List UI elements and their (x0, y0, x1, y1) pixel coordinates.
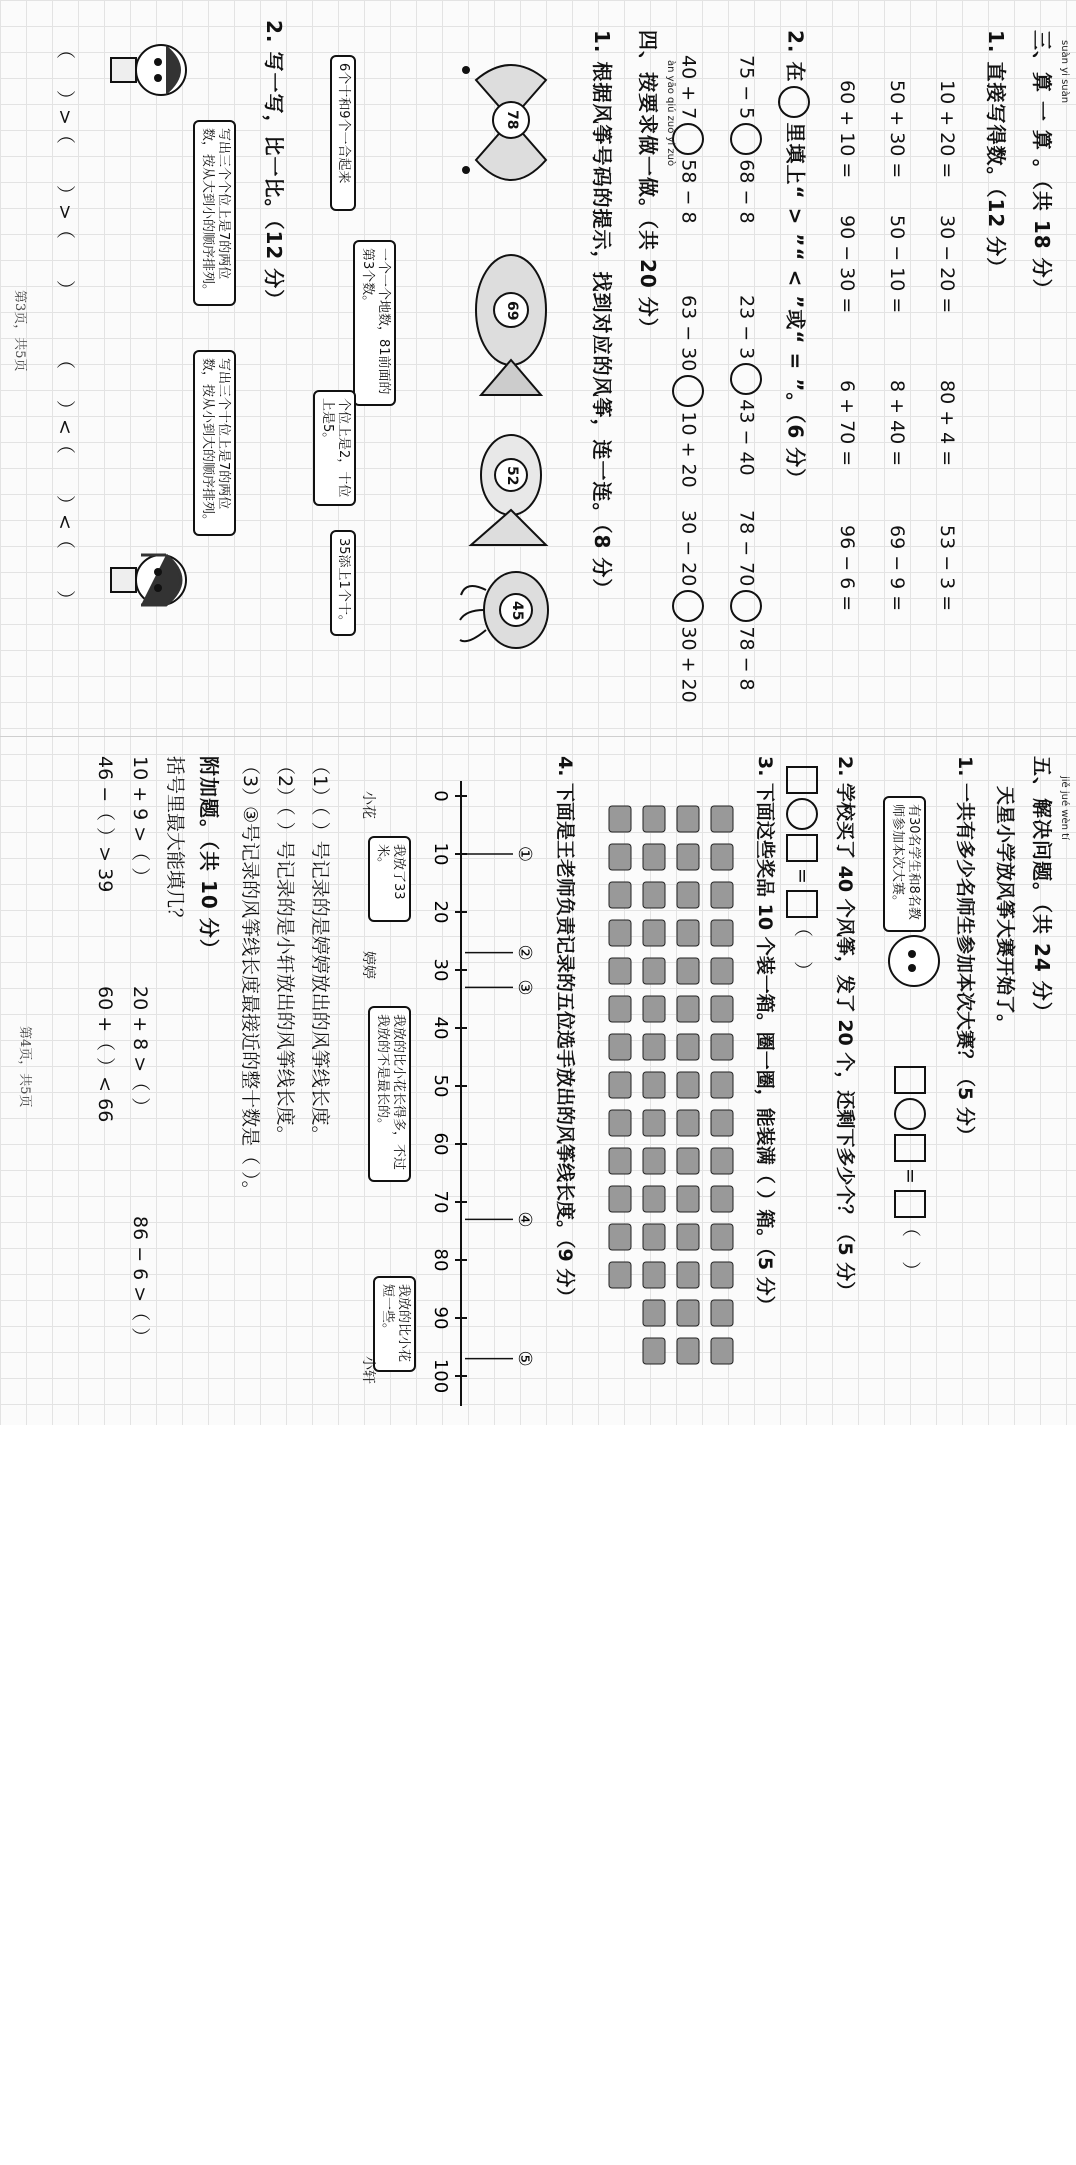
q2-title-part-b: 里填上“ > ”“ < ”或“ = ”。（6 分） (783, 122, 808, 490)
bonus-heading: 附加题。（共 10 分） (197, 756, 221, 960)
prize-icon (711, 1034, 733, 1060)
bonus-item[interactable]: 86 − 6 >（ ） (129, 1216, 151, 1347)
calc-item: 30 − 20 = (936, 215, 958, 314)
answer-box[interactable] (786, 834, 818, 862)
marker-label: ④ (514, 1211, 535, 1228)
xiaohua-name: 小花 (360, 791, 376, 819)
ruler-tick-label: 40 (430, 1016, 451, 1040)
page-footer: 第4页，共5页 (17, 1026, 32, 1108)
ruler-tick-label: 10 (430, 842, 451, 866)
prize-icon (677, 920, 699, 946)
prize-icon (609, 996, 631, 1022)
answer-box[interactable] (894, 1134, 926, 1162)
bonus-item[interactable]: 46 −（ ）> 39 (94, 756, 116, 893)
section4-q2-title: 2. 写一写，比一比。（12 分） (262, 20, 286, 311)
prize-icon (609, 844, 631, 870)
kite-number: 52 (504, 466, 520, 486)
compare-item: 75 − 568 − 8 (730, 55, 762, 224)
section4-q1-title: 1. 根据风筝号码的提示，找到对应的风筝，连一连。（8 分） (590, 30, 614, 600)
q1-speech-bubble: 有30名学生和8名教师参加本次大赛。 (884, 796, 927, 932)
answer-blank[interactable]: ）<（ (54, 400, 76, 454)
prize-icon (643, 806, 665, 832)
prize-icon (609, 1110, 631, 1136)
prize-icon (711, 1262, 733, 1288)
answer-blank[interactable]: ）>（ (54, 185, 76, 239)
prize-icon (677, 958, 699, 984)
compare-blank[interactable] (672, 375, 704, 407)
answer-box[interactable] (894, 1190, 926, 1218)
section5-q2: 2. 学校买了 40 个风筝，发了 20 个，还剩下多少个？（5 分） (834, 756, 856, 1301)
prize-icon (711, 1224, 733, 1250)
prize-icon (711, 1072, 733, 1098)
section5-lead: 天星小学放风筝大赛开始了。 (994, 786, 1016, 1034)
prize-icon (711, 1148, 733, 1174)
prize-icon (609, 958, 631, 984)
student-avatar-icon (876, 926, 946, 996)
bonus-item[interactable]: 60 +（ ）< 66 (94, 986, 116, 1123)
hint-box[interactable]: 6个十和9个一合起来 (330, 55, 356, 211)
calc-item: 96 − 6 = (836, 525, 858, 612)
ruler-tick-label: 70 (430, 1190, 451, 1214)
prize-icon (711, 844, 733, 870)
page-3: suàn yi suàn 三、算 一 算 。（共 18 分） 1. 直接写得数。（12 分） 10 + 20 = 30 − 20 = 80 + 4 = 53 − 3 = 50 + 30 = 50 − 10 = 8 + 40 = 69 − 9 = 60 + 10 = 90 − 30 = 6 + 70 = 96 − 6 = 2. 在里填上“ > ”“ < ”或“ = ”。（6 分） 75 − 568 − 8 23 − 343 − 40 78 − 7078 − 8 40 + 758 − 8 63 − 3010 + 20 30 − 2030 + 20 àn yāo qiú zuò yi zuò 四、按要求做一做。（共 20 分） 1. 根据风筝号码的提示，找到对应的风筝，连一连。（8 分） 78 69 52 45 6个十和9个一合起来 一个一个地数，81前面的第3个数。 个位上是2，十位上是5。 35添上1个十。 2. 写一写，比一比。（12 分） 写出三个个位上是7的两位数，按从大到小的顺序排列。 写出三个十位上是7的两位数，按从小到大的顺序排列。 （ ）>（ ）>（ ） （ ）<（ ）<（ ） 第3页，共5页 (12, 20, 1070, 703)
ruler-tick-label: 20 (430, 900, 451, 924)
prize-icon (643, 844, 665, 870)
prize-icon (711, 958, 733, 984)
prize-icon (677, 1072, 699, 1098)
prize-icon (711, 806, 733, 832)
prize-icon (643, 1186, 665, 1212)
prize-icon (711, 1186, 733, 1212)
prize-icon (609, 806, 631, 832)
section5-q4: 4. 下面是王老师负责记录的五位选手放出的风筝线长度。（9 分） (554, 756, 576, 1307)
ruler-tick-label: 90 (430, 1306, 451, 1330)
xiaoxuan-name: 小轩 (360, 1356, 376, 1384)
prize-icon (711, 1300, 733, 1326)
marker-label: ② (514, 944, 535, 961)
section4-pinyin: àn yāo qiú zuò yi zuò (665, 60, 676, 167)
compare-blank[interactable] (672, 123, 704, 155)
calc-item: 90 − 30 = (836, 215, 858, 314)
calc-item: 10 + 20 = (936, 80, 958, 179)
bonus-prompt: 括号里最大能填几？ (164, 756, 186, 928)
ruler-tick-label: 100 (430, 1358, 451, 1394)
q4-sub3: （3）③号记录的风筝线长度最接近的整十数是（ ）。 (239, 756, 261, 1200)
section3-q1-title: 1. 直接写得数。（12 分） (984, 30, 1008, 279)
tingting-name: 婷婷 (360, 951, 376, 979)
ruler-tick-label: 60 (430, 1132, 451, 1156)
section4-heading: 四、按要求做一做。（共 20 分） (636, 30, 660, 339)
prize-icon (711, 920, 733, 946)
section3-pinyin: suàn yi suàn (1059, 40, 1070, 104)
calc-item: 50 − 10 = (886, 215, 908, 314)
marker-label: ⑤ (514, 1350, 535, 1367)
ruler-tick-label: 50 (430, 1074, 451, 1098)
calc-item: 6 + 70 = (836, 380, 858, 467)
prize-icon (609, 1072, 631, 1098)
bonus-item[interactable]: 20 + 8 >（ ） (129, 986, 151, 1117)
prize-icon (677, 1148, 699, 1174)
section5-q3: 3. 下面这些奖品 10 个装一箱。圈一圈，能装满（ ）箱。（5 分） (754, 756, 776, 1315)
compare-oval-icon (778, 86, 810, 118)
q1-answer-boxes: = （ ） (894, 1066, 926, 1280)
prize-icon (643, 1148, 665, 1174)
answer-box[interactable] (786, 766, 818, 794)
prize-icon (677, 882, 699, 908)
calc-item: 50 + 30 = (886, 80, 908, 179)
prize-icon (677, 996, 699, 1022)
prize-icon (711, 882, 733, 908)
compare-item: 40 + 758 − 8 (672, 55, 704, 224)
compare-blank[interactable] (730, 590, 762, 622)
calc-item: 69 − 9 = (886, 525, 908, 612)
prize-icon (677, 1110, 699, 1136)
prize-icon (609, 1262, 631, 1288)
kite-number: 69 (504, 301, 520, 321)
speech-bubble-left: 写出三个个位上是7的两位数，按从大到小的顺序排列。 (194, 120, 237, 306)
answer-box[interactable] (786, 890, 818, 918)
hint-box[interactable]: 35添上1个十。 (330, 530, 356, 636)
prize-icon (609, 1186, 631, 1212)
tingting-bubble: 我放的比小花长得多，不过我放的不是最长的。 (369, 1006, 412, 1182)
kite-number: 78 (504, 110, 520, 130)
calc-item: 80 + 4 = (936, 380, 958, 467)
ruler-tick-label: 30 (430, 958, 451, 982)
prize-icon (677, 1338, 699, 1364)
prize-icon (643, 1034, 665, 1060)
operator-blank[interactable] (894, 1098, 926, 1130)
prize-icon (677, 844, 699, 870)
compare-item: 23 − 343 − 40 (730, 295, 762, 476)
prize-icon (643, 1262, 665, 1288)
section5-q1: 1. 一共有多少名师生参加本次大赛？（5 分） (954, 756, 976, 1145)
operator-blank[interactable] (786, 798, 818, 830)
prize-icon (711, 1338, 733, 1364)
prize-icon (677, 806, 699, 832)
prize-icon (677, 1300, 699, 1326)
compare-item: 63 − 3010 + 20 (672, 295, 704, 488)
compare-item: 30 − 2030 + 20 (672, 510, 704, 703)
prize-icon (609, 882, 631, 908)
prize-icon (711, 1110, 733, 1136)
compare-blank[interactable] (730, 363, 762, 395)
prize-icon (643, 1072, 665, 1098)
compare-blank[interactable] (730, 123, 762, 155)
calc-item: 8 + 40 = (886, 380, 908, 467)
hint-box[interactable]: 一个一个地数，81前面的第3个数。 (354, 240, 397, 406)
hint-box[interactable]: 个位上是2，十位上是5。 (314, 390, 357, 506)
calc-item: 53 − 3 = (936, 525, 958, 612)
q2-answer-boxes: = （ ） (786, 766, 818, 980)
prize-icon (677, 1262, 699, 1288)
xiaohua-bubble: 我放了33米。 (369, 836, 412, 922)
section5-heading: 五、解决问题。（共 24 分） (1030, 756, 1054, 1023)
q4-sub2: （2）（ ）号记录的是小轩放出的风筝线长度。 (274, 756, 296, 1145)
speech-bubble-right: 写出三个十位上是7的两位数，按从小到大的顺序排列。 (194, 350, 237, 536)
section3-heading: 三、算 一 算 。（共 18 分） (1030, 30, 1054, 300)
prize-icon (643, 1224, 665, 1250)
ruler-diagram (421, 776, 541, 1416)
prize-icon (643, 1110, 665, 1136)
prize-icon (609, 1034, 631, 1060)
compare-blank[interactable] (672, 590, 704, 622)
prize-icon (677, 1186, 699, 1212)
answer-blank[interactable]: ）<（ (54, 495, 76, 549)
xiaoxuan-bubble: 我放的比小花短一些。 (374, 1276, 417, 1372)
answer-blank[interactable]: ）>（ (54, 90, 76, 144)
q2-title-part-a: 2. 在 (783, 30, 808, 83)
section3-q2-title (778, 30, 810, 489)
compare-item: 78 − 7078 − 8 (730, 510, 762, 691)
calc-item: 60 + 10 = (836, 80, 858, 179)
bonus-item[interactable]: 10 + 9 >（ ） (129, 756, 151, 887)
prize-icon (609, 920, 631, 946)
answer-box[interactable] (894, 1066, 926, 1094)
marker-label: ① (514, 845, 535, 863)
prize-icon (643, 882, 665, 908)
marker-label: ③ (514, 979, 535, 996)
kite-number: 45 (509, 601, 525, 621)
q4-sub1: （1）（ ）号记录的是婷婷放出的风筝线长度。 (309, 756, 331, 1145)
ruler-tick-label: 80 (430, 1248, 451, 1272)
page-4-layer (0, 736, 1076, 1425)
prize-icon (711, 996, 733, 1022)
prize-grid[interactable] (591, 796, 741, 1396)
prize-icon (643, 1338, 665, 1364)
page-footer: 第3页，共5页 (12, 290, 27, 372)
prize-icon (643, 958, 665, 984)
prize-icon (609, 1224, 631, 1250)
section5-pinyin: jiě jué wèn tí (1059, 776, 1070, 840)
prize-icon (609, 1148, 631, 1174)
prize-icon (677, 1034, 699, 1060)
prize-icon (677, 1224, 699, 1250)
ruler-tick-label: 0 (430, 790, 451, 802)
prize-icon (643, 996, 665, 1022)
prize-icon (643, 1300, 665, 1326)
prize-icon (643, 920, 665, 946)
